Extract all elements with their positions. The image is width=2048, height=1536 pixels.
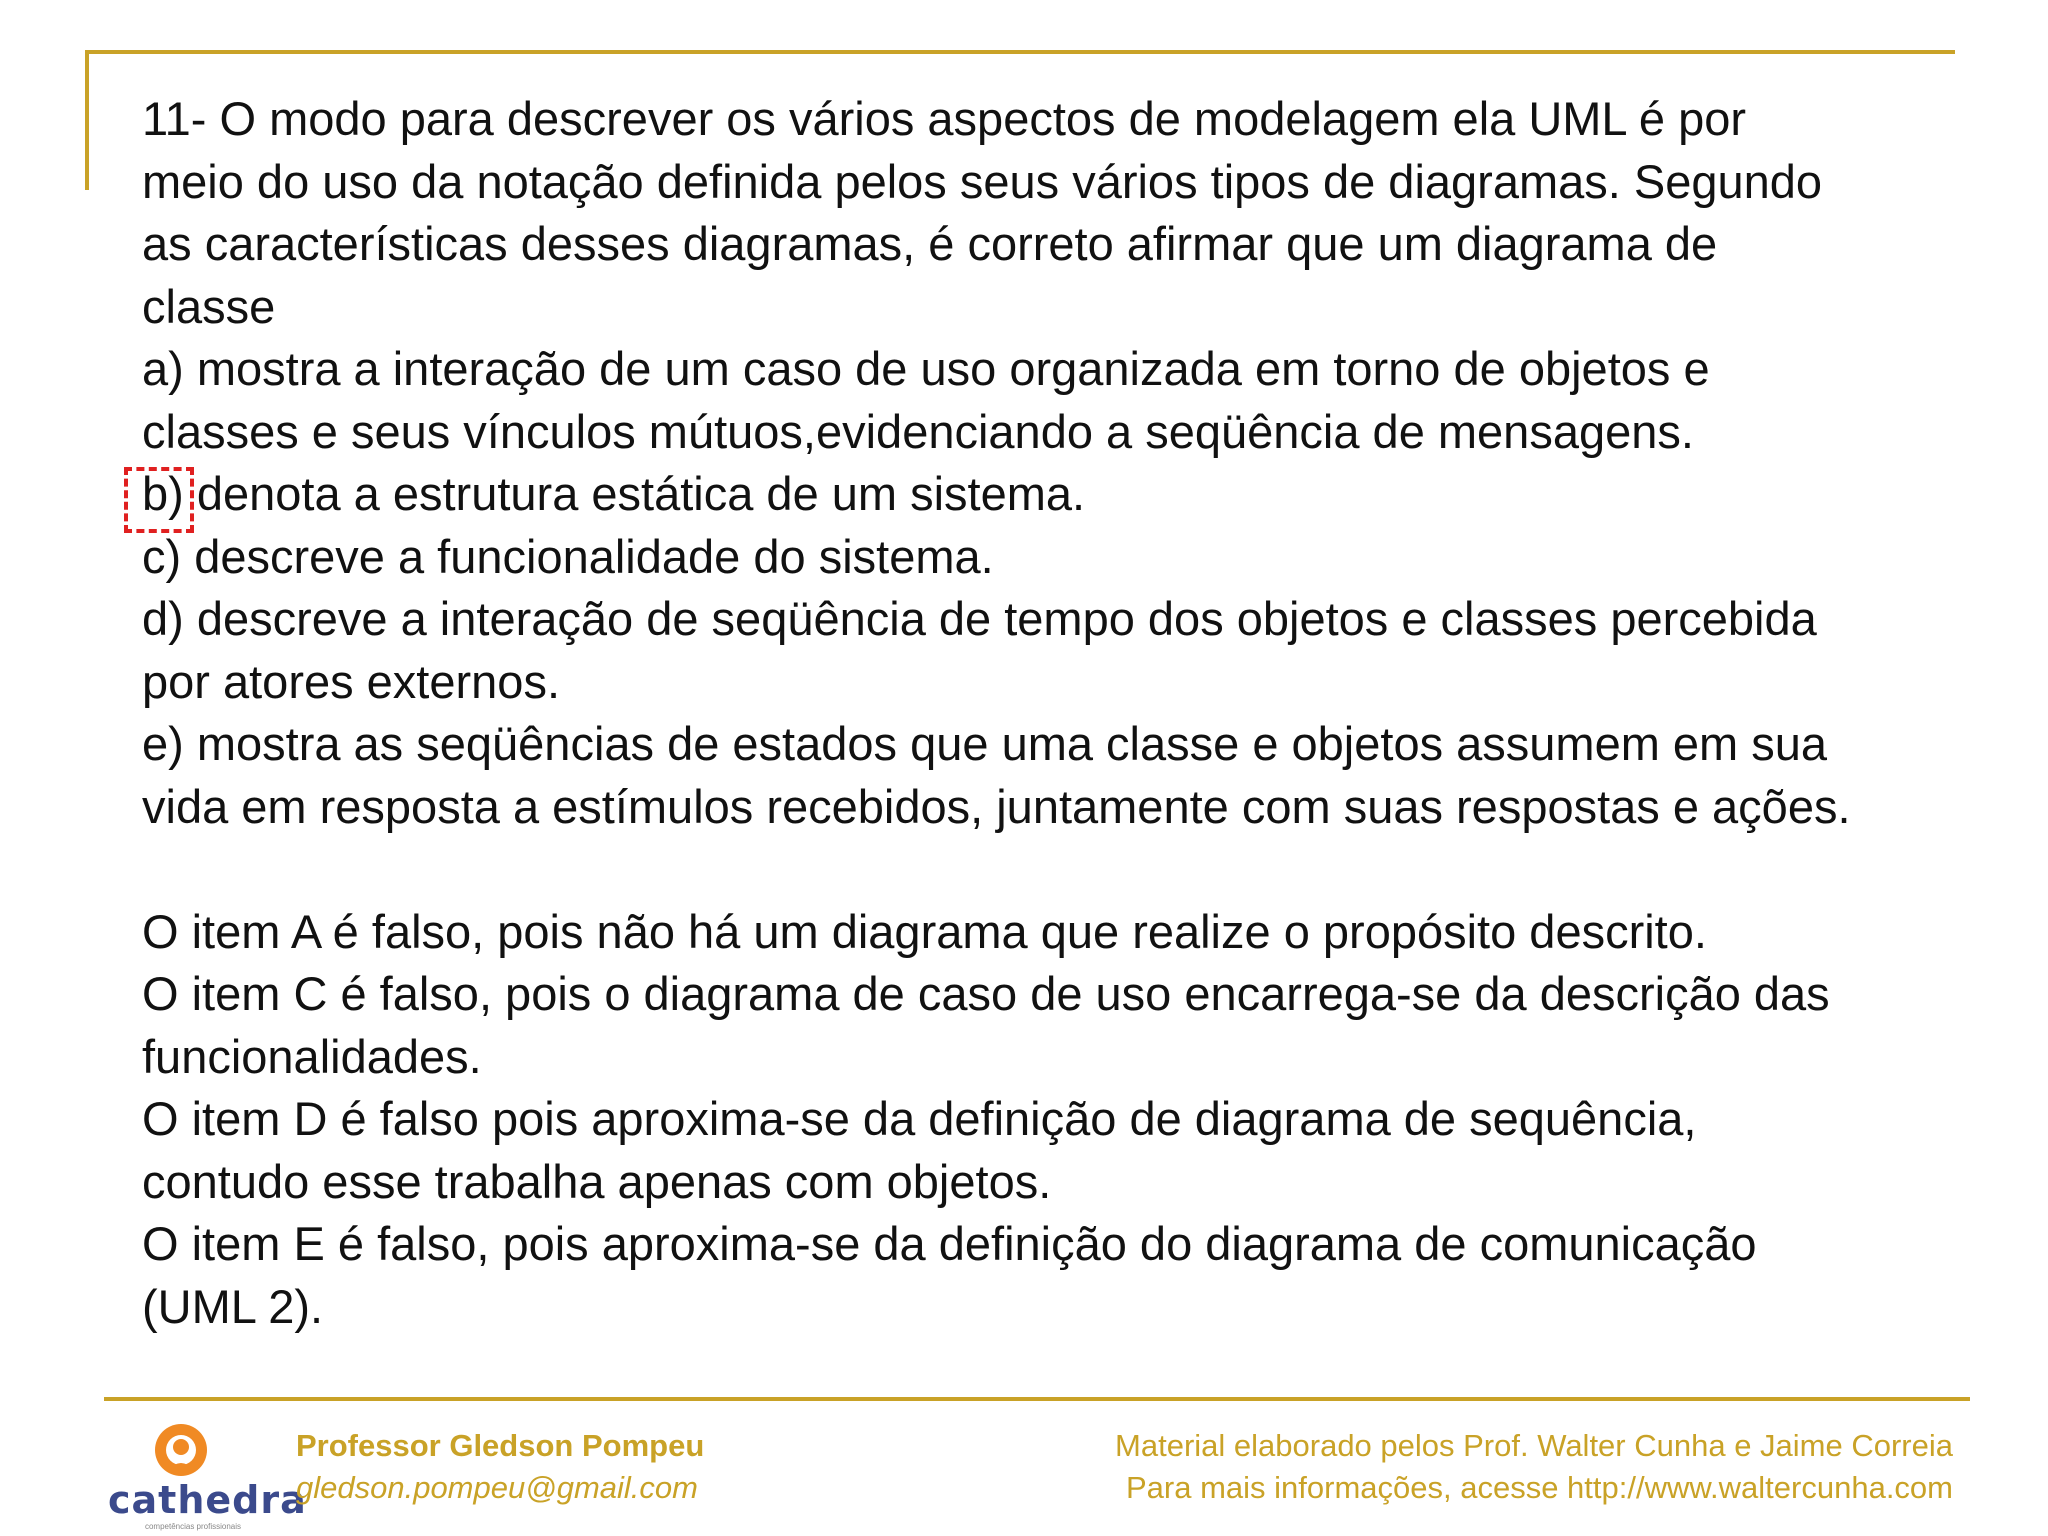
option-e-line: vida em resposta a estímulos recebidos, juntamente com suas respostas e ações. [142,779,1851,833]
question-line: 11- O modo para descrever os vários aspectos de modelagem ela UML é por [142,92,1747,145]
question-line: classe [142,279,276,333]
slide-content [142,88,2032,1338]
credit-line-1: Material elaborado pelos Prof. Walter Cunha e Jaime Correia [1115,1428,1953,1463]
logo-wordmark: cathedra [108,1478,307,1522]
spacer [142,838,2032,901]
option-c: c) descreve a funcionalidade do sistema. [142,529,994,583]
question-line: meio do uso da notação definida pelos seus vários tipos de diagramas. Segundo [142,154,1823,208]
option-e-line: e) mostra as seqüências de estados que uma classe e objetos assumem em sua [142,717,1828,770]
option-b-letter [142,463,184,526]
option-d-line: por atores externos. [142,654,560,708]
explanation-line: (UML 2). [142,1279,324,1333]
explanation-line: O item D é falso pois aproxima-se da definição de diagrama de sequência, [142,1092,1697,1145]
logo-tagline: competências profissionais [144,1522,242,1531]
option-b-letter-text: b) [142,467,184,520]
question-line: as características desses diagramas, é correto afirmar que um diagrama de [142,217,1718,270]
option-d-line: d) descreve a interação de seqüência de tempo dos objetos e classes percebida [142,592,1817,645]
explanation-line: O item C é falso, pois o diagrama de caso de uso encarrega-se da descrição das [142,967,1830,1020]
slide-frame-left [85,50,89,190]
answer-highlight-box [124,467,194,533]
credit-line-2: Para mais informações, acesse http://www.waltercunha.com [1125,1470,1953,1505]
option-b-text: denota a estrutura estática de um sistema. [183,467,1086,520]
explanation-line: O item A é falso, pois não há um diagrama que realize o propósito descrito. [142,904,1707,958]
option-a-line: a) mostra a interação de um caso de uso organizada em torno de objetos e [142,342,1710,395]
explanation-line: contudo esse trabalha apenas com objetos. [142,1154,1052,1208]
footer-divider [104,1397,1970,1401]
professor-name: Professor Gledson Pompeu [296,1428,705,1463]
slide-frame-top [85,50,1955,54]
option-a-line: classes e seus vínculos mútuos,evidenciando a seqüência de mensagens. [142,404,1694,458]
professor-email: gledson.pompeu@gmail.com [296,1470,698,1505]
explanation-line: funcionalidades. [142,1029,482,1083]
option-b [142,463,2032,526]
explanation-line: O item E é falso, pois aproxima-se da definição do diagrama de comunicação [142,1217,1757,1270]
